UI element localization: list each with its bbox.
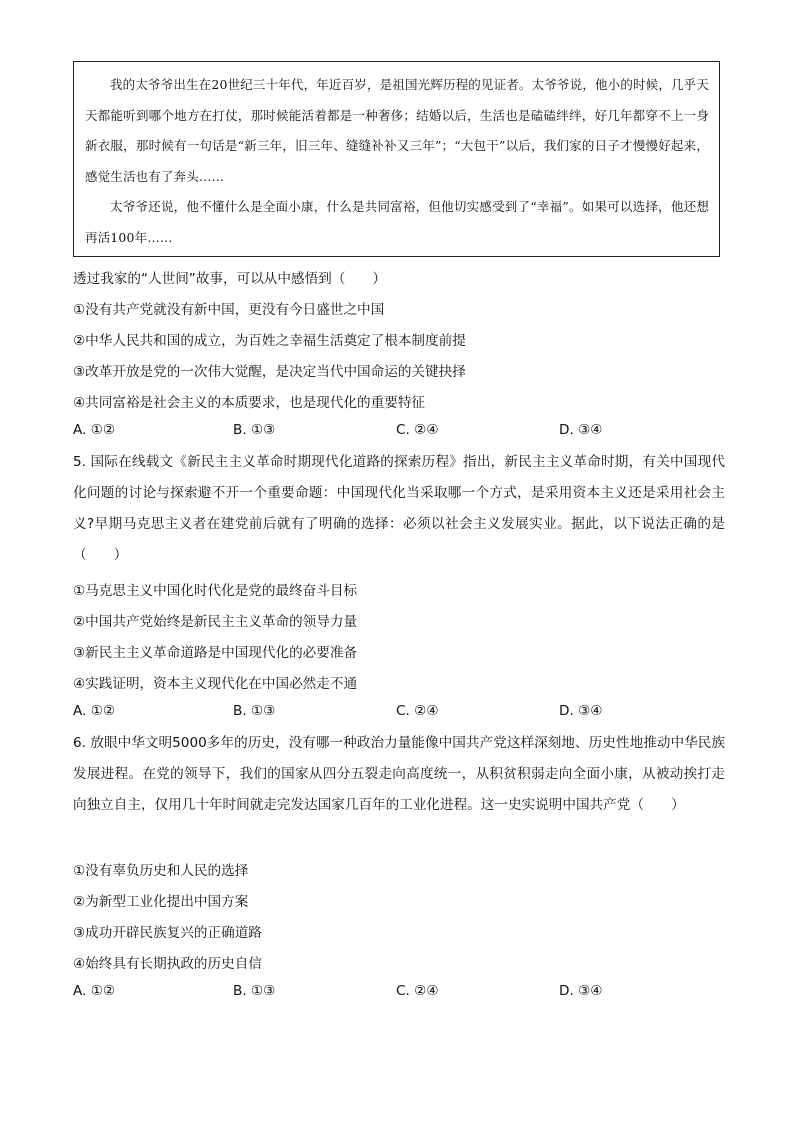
q4-item-2: ②中华人民共和国的成立，为百姓之幸福生活奠定了根本制度前提 bbox=[73, 333, 466, 349]
q6-option-b[interactable]: B. ①③ bbox=[233, 983, 276, 999]
q4-item-1: ①没有共产党就没有新中国，更没有今日盛世之中国 bbox=[73, 302, 385, 318]
q4-option-d[interactable]: D. ③④ bbox=[559, 422, 603, 438]
q6-item-1: ①没有辜负历史和人民的选择 bbox=[73, 863, 249, 879]
q6-item-2: ②为新型工业化提出中国方案 bbox=[73, 894, 249, 910]
q5-option-d[interactable]: D. ③④ bbox=[559, 703, 603, 719]
q4-option-c[interactable]: C. ②④ bbox=[396, 422, 439, 438]
q6-stem: 6. 放眼中华文明5000多年的历史，没有哪一种政治力量能像中国共产党这样深刻地、历史性地推动中华民族发展进程。在党的领导下，我们的国家从四分五裂走向高度统一，从积贫积弱走向全面小康，从被动挨打走向独立自主，仅用几十年时间就走完发达国家几百年的工业化进程。这一史实说明中国共产党（ ） bbox=[73, 735, 725, 813]
passage-box bbox=[73, 61, 720, 257]
q5-options bbox=[73, 703, 723, 723]
q5-item-1: ①马克思主义中国化时代化是党的最终奋斗目标 bbox=[73, 583, 358, 599]
q6-item-4: ④始终具有长期执政的历史自信 bbox=[73, 956, 262, 972]
q5-option-a[interactable]: A. ①② bbox=[73, 703, 116, 719]
q4-options bbox=[73, 422, 723, 442]
q5-item-2: ②中国共产党始终是新民主主义革命的领导力量 bbox=[73, 614, 358, 630]
q4-item-3: ③改革开放是党的一次伟大觉醒，是决定当代中国命运的关键抉择 bbox=[73, 364, 466, 380]
q6-option-a[interactable]: A. ①② bbox=[73, 983, 116, 999]
q5-option-b[interactable]: B. ①③ bbox=[233, 703, 276, 719]
q6-option-d[interactable]: D. ③④ bbox=[559, 983, 603, 999]
q6-option-c[interactable]: C. ②④ bbox=[396, 983, 439, 999]
q6-item-3: ③成功开辟民族复兴的正确道路 bbox=[73, 925, 262, 941]
q5-option-c[interactable]: C. ②④ bbox=[396, 703, 439, 719]
q4-stem: 透过我家的“人世间”故事，可以从中感悟到（ ） bbox=[73, 271, 387, 287]
q5-stem: 5. 国际在线载文《新民主主义革命时期现代化道路的探索历程》指出，新民主主义革命时期，有关中国现代化问题的讨论与探索避不开一个重要命题：中国现代化当采取哪一个方式，是采用资本主义还是采用社会主义?早期马克思主义者在建党前后就有了明确的选择：必须以社会主义发展实业。据此，以下说法正确的是（ ） bbox=[73, 454, 725, 563]
q4-option-b[interactable]: B. ①③ bbox=[233, 422, 276, 438]
passage-paragraph-1: 我的太爷爷出生在20世纪三十年代，年近百岁，是祖国光辉历程的见证者。太爷爷说，他小的时候，几乎天天都能听到哪个地方在打仗，那时候能活着都是一种奢侈；结婚以后，生活也是磕磕绊绊，好几年都穿不上一身新衣服，那时候有一句话是“新三年，旧三年、缝缝补补又三年”；“大包干”以后，我们家的日子才慢慢好起来，感觉生活也有了奔头…… bbox=[85, 77, 709, 184]
q4-item-4: ④共同富裕是社会主义的本质要求，也是现代化的重要特征 bbox=[73, 395, 426, 411]
q4-option-a[interactable]: A. ①② bbox=[73, 422, 116, 438]
q6-options bbox=[73, 983, 723, 1003]
passage-paragraph-2: 太爷爷还说，他不懂什么是全面小康，什么是共同富裕，但他切实感受到了“幸福”。如果可以选择，他还想再活100年…… bbox=[85, 199, 709, 245]
q5-item-4: ④实践证明，资本主义现代化在中国必然走不通 bbox=[73, 676, 358, 692]
q5-item-3: ③新民主主义革命道路是中国现代化的必要准备 bbox=[73, 645, 358, 661]
